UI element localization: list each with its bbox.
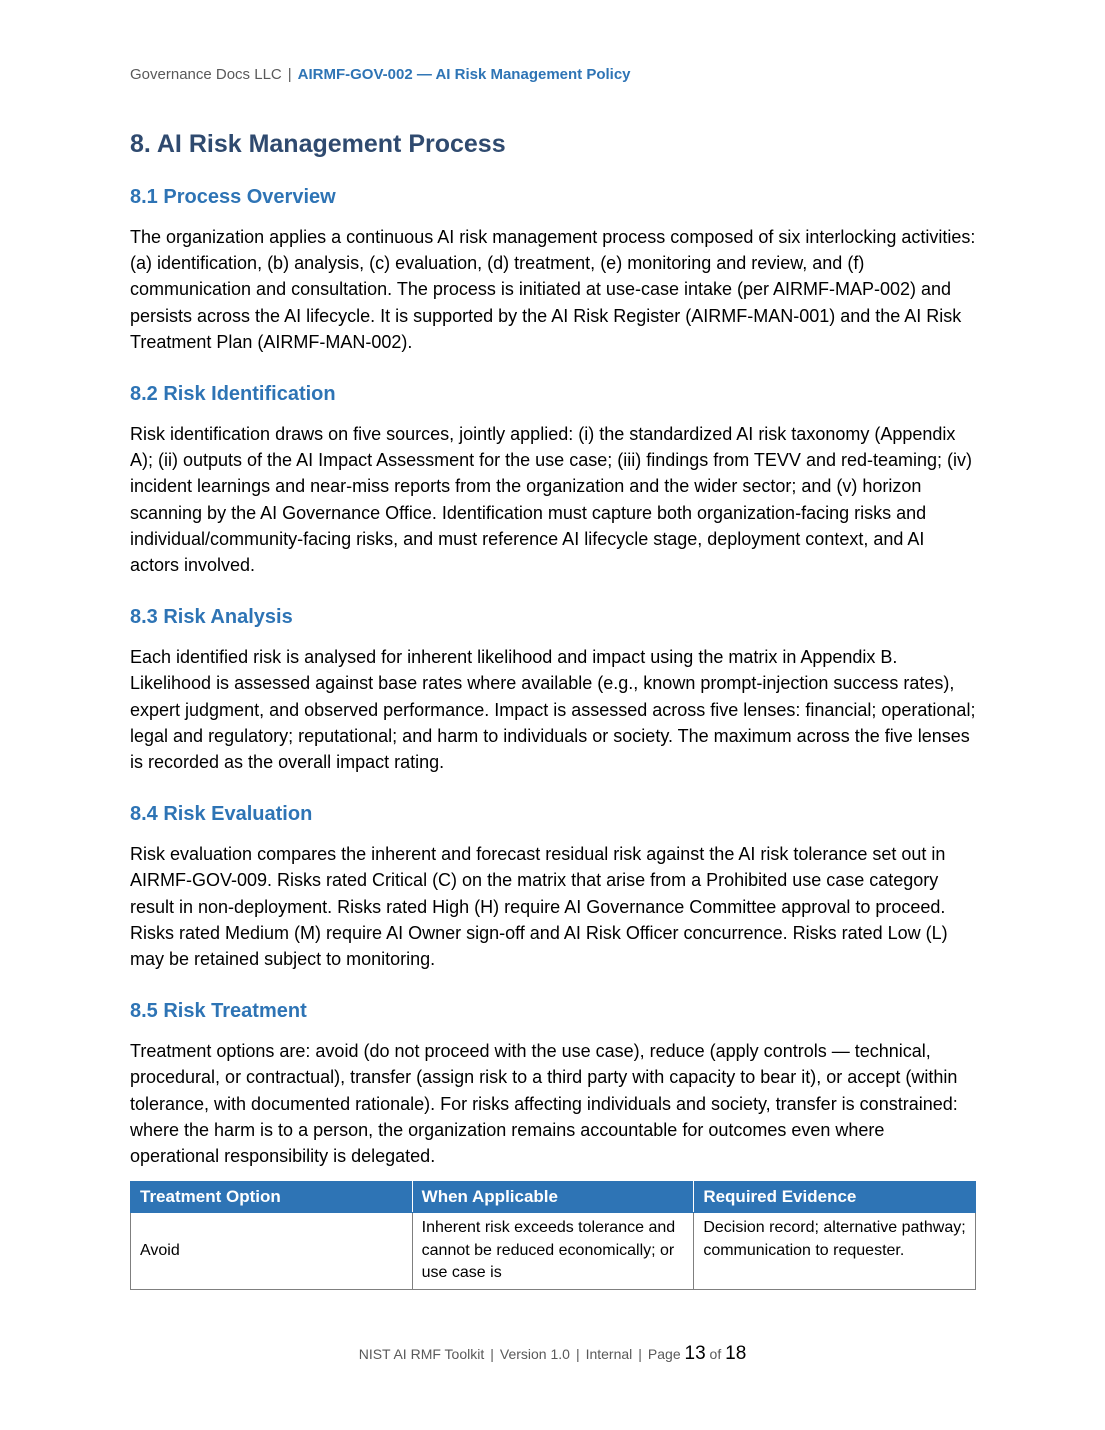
- table-cell-text: Decision record; alternative pathway; communication to requester.: [703, 1219, 966, 1259]
- footer-separator: |: [490, 1346, 494, 1362]
- table-cell-option: Avoid: [131, 1213, 413, 1290]
- table-cell-required-evidence: [694, 1213, 976, 1290]
- subsection-text-8-2: Risk identification draws on five sources, jointly applied: (i) the standardized AI risk taxonomy (Appendix A); (ii) outputs of the AI Impact Assessment for the use case; (iii) findings from TEVV and red-teaming; (iv) incident learnings and near-miss reports from the organization and the wider sector; and (v) horizon scanning by the AI Governance Office. Identification must capture both organization-facing risks and individual/community-facing risks, and must reference AI lifecycle stage, deployment context, and AI actors involved.: [130, 424, 973, 576]
- footer-classification: Internal: [585, 1346, 633, 1362]
- subsection-text-8-4: Risk evaluation compares the inherent and forecast residual risk against the AI risk tolerance set out in AIRMF-GOV-009. Risks rated Critical (C) on the matrix that arise from a Prohibited use case category result in non-deployment. Risks rated High (H) require AI Governance Committee approval to proceed. Risks rated Medium (M) require AI Owner sign-off and AI Risk Officer concurrence. Risks rated Low (L) may be retained subject to monitoring.: [130, 844, 948, 970]
- footer-of-label: of: [709, 1346, 722, 1362]
- subsection-text-8-1: The organization applies a continuous AI risk management process composed of six interlocking activities: (a) identification, (b) analysis, (c) evaluation, (d) treatment, (e) monitoring and review, and (f) communication and consultation. The process is initiated at use-case intake (per AIRMF-MAP-002) and persists across the AI lifecycle. It is supported by the AI Risk Register (AIRMF-MAN-001) and the AI Risk Treatment Plan (AIRMF-MAN-002).: [130, 227, 976, 352]
- subsection-heading-8-3: 8.3 Risk Analysis: [130, 606, 293, 629]
- page-header: [130, 66, 631, 83]
- header-separator: |: [287, 66, 292, 83]
- footer-separator: |: [638, 1346, 642, 1362]
- company-name: Governance Docs LLC: [130, 66, 282, 83]
- table-header-row: [131, 1182, 976, 1213]
- footer-separator: |: [575, 1346, 580, 1362]
- column-header-treatment-option: Treatment Option: [131, 1182, 413, 1213]
- column-header-when-applicable: When Applicable: [412, 1182, 694, 1213]
- subsection-text-8-5: Treatment options are: avoid (do not proceed with the use case), reduce (apply controls — technical, procedural, or contractual), transfer (assign risk to a third party with capacity to bear it), or accept (within tolerance, with documented rationale). For risks affecting individuals and society, transfer is constrained: where the harm is to a person, the organization remains accountable for outcomes even where operational responsibility is delegated.: [130, 1041, 958, 1167]
- subsection-text-8-3: Each identified risk is analysed for inherent likelihood and impact using the matrix in Appendix B. Likelihood is assessed against base rates where available (e.g., known prompt-injection success rates), expert judgment, and observed performance. Impact is assessed across five lenses: financial; operational; legal and regulatory; reputational; and harm to individuals or society. The maximum across the five lenses is recorded as the overall impact rating.: [130, 647, 976, 773]
- footer-page-label: Page: [647, 1346, 681, 1362]
- treatment-options-table: [130, 1181, 976, 1290]
- footer-version: Version 1.0: [499, 1346, 570, 1362]
- table-cell-when-applicable: [412, 1213, 694, 1290]
- table-cell-text: Inherent risk exceeds tolerance and cannot be reduced economically; or use case is: [421, 1219, 676, 1282]
- column-header-required-evidence: Required Evidence: [694, 1182, 976, 1213]
- footer-total-pages: 18: [725, 1343, 747, 1364]
- subsection-heading-8-5: 8.5 Risk Treatment: [130, 1000, 307, 1023]
- footer-page-number: 13: [684, 1343, 706, 1364]
- subsection-heading-8-4: 8.4 Risk Evaluation: [130, 803, 313, 826]
- document-title: AIRMF-GOV-002 — AI Risk Management Policy: [297, 66, 631, 83]
- subsection-heading-8-1: 8.1 Process Overview: [130, 186, 336, 208]
- section-title: 8. AI Risk Management Process: [130, 130, 506, 158]
- footer-toolkit: NIST AI RMF Toolkit: [358, 1346, 485, 1362]
- page-footer: [0, 1343, 1105, 1365]
- subsection-heading-8-2: 8.2 Risk Identification: [130, 383, 336, 406]
- document-body: [130, 128, 976, 1290]
- table-row: [131, 1213, 976, 1290]
